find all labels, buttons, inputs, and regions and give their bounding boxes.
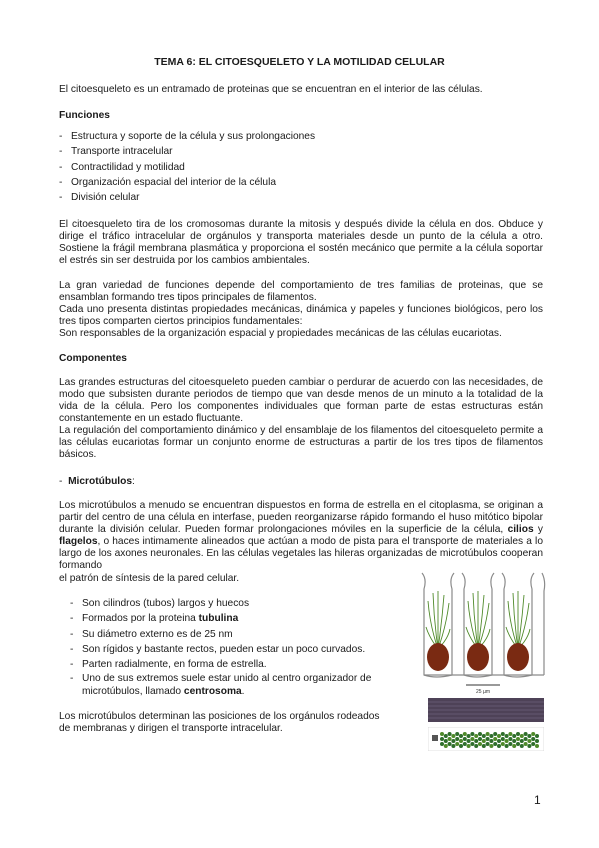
centrosoma-term: centrosoma xyxy=(183,686,242,698)
tubulin-bead xyxy=(524,737,528,741)
list-item: - División celular xyxy=(59,190,315,205)
tubulin-bead xyxy=(505,744,509,748)
tubulin-bead xyxy=(467,739,471,743)
tubulin-bead xyxy=(535,744,539,748)
tubulin-bead xyxy=(489,739,493,743)
tubulin-bead xyxy=(444,734,448,738)
tubulin-bead xyxy=(508,742,512,746)
microtubulos-paragraph-c: el patrón de síntesis de la pared celular. xyxy=(59,573,240,584)
tubulin-bead xyxy=(505,739,509,743)
funciones-paragraph-2a: La gran variedad de funciones depende del comportamiento de tres familias de proteinas, que se ensamblan formando tres tipos principales de filamentos. xyxy=(59,280,543,303)
funciones-paragraph-1: El citoesqueleto tira de los cromosomas durante la mitosis y después divide la célula en dos. Obduce y dirige el tráfico intracelular de orgánulos y transporta materiales desde un punto de la célula a otro. Sostiene la frágil membrana plasmática y proporciona el sostén mecánico que permite a la célula soportar el estrés sin ser destruida por los cambios ambientales. xyxy=(59,219,543,266)
tubulin-bead xyxy=(531,742,535,746)
tubulin-bead xyxy=(524,742,528,746)
componentes-heading: Componentes xyxy=(59,353,127,364)
microtubule-model xyxy=(428,727,544,751)
tubulin-bead xyxy=(440,732,444,736)
list-item: - Organización espacial del interior de la célula xyxy=(59,175,315,190)
tubulin-bead xyxy=(459,734,463,738)
list-item: - Contractilidad y motilidad xyxy=(59,160,315,175)
cilios-term: cilios xyxy=(507,524,534,535)
tubulin-bead xyxy=(535,739,539,743)
list-item: - Son cilindros (tubos) largos y huecos xyxy=(70,596,371,611)
tubulin-bead xyxy=(516,742,520,746)
funciones-paragraph-2c: Son responsables de la organización espacial y propiedades mecánicas de las células eucariotas. xyxy=(59,328,502,339)
page-title: TEMA 6: EL CITOESQUELETO Y LA MOTILIDAD CELULAR xyxy=(154,56,445,68)
tubulin-bead xyxy=(451,744,455,748)
tubulin-bead xyxy=(482,734,486,738)
list-item: - Uno de sus extremos suele estar unido al centro organizador de microtúbulos, llamado centrosoma. xyxy=(70,672,371,698)
funciones-paragraph-2b: Cada uno presenta distintas propiedades mecánicas, dinámica y papeles y funciones biológicos, pero los tres tipos comparten ciertos principios fundamentales: xyxy=(59,304,543,327)
tubulin-bead xyxy=(486,742,490,746)
tubulin-bead xyxy=(497,734,501,738)
microtubule-micrograph xyxy=(428,698,544,722)
tubulin-bead xyxy=(501,737,505,741)
tubulin-bead xyxy=(489,734,493,738)
microtubulos-paragraph-a: Los microtúbulos a menudo se encuentran dispuestos en forma de estrella en el citoplasma, se originan a partir del centro de una célula en interfase, pueden reorganizarse rápido formando el huso mitótico bipolar durante la división celular. Pueden formar prolongaciones móviles en la superficie de la célula, xyxy=(59,500,543,535)
componentes-paragraph-1: Las grandes estructuras del citoesqueleto pueden cambiar o perdurar de acuerdo con las necesidades, de modo que subsisten durante periodos de tiempo que van desde menos de un minuto a la totalidad de la vida de la célula. Pero los componentes individuales que forman parte de estas estructuras están constantemente en un estado fluctuante. xyxy=(59,377,543,424)
tubulin-bead xyxy=(535,734,539,738)
tubulin-bead xyxy=(493,732,497,736)
funciones-list xyxy=(59,129,315,205)
tubulin-bead xyxy=(455,742,459,746)
tubulin-bead xyxy=(493,737,497,741)
tubulin-bead xyxy=(440,737,444,741)
tubulin-bead xyxy=(493,742,497,746)
tubulin-bead xyxy=(512,734,516,738)
tubulin-bead xyxy=(527,734,531,738)
funciones-heading: Funciones xyxy=(59,110,110,121)
tubulin-bead xyxy=(524,732,528,736)
flagelos-term: flagelos xyxy=(59,536,98,547)
tubulin-bead xyxy=(520,739,524,743)
microtubulos-heading: Microtúbulos xyxy=(68,476,133,487)
tubulin-bead xyxy=(505,734,509,738)
tubulin-bead xyxy=(470,732,474,736)
list-item: - Transporte intracelular xyxy=(59,144,315,159)
tubulin-bead xyxy=(531,737,535,741)
microtubulos-closing-1: Los microtúbulos determinan las posiciones de los orgánulos rodeados xyxy=(59,711,380,722)
microtubulos-paragraph xyxy=(59,500,543,572)
microtubulos-closing-2: de membranas y dirigen el transporte intracelular. xyxy=(59,723,283,734)
tubulin-bead xyxy=(482,739,486,743)
list-item: - Parten radialmente, en forma de estrella. xyxy=(70,657,371,672)
list-item: - Su diámetro externo es de 25 nm xyxy=(70,627,371,642)
tubulin-bead xyxy=(470,737,474,741)
tubulin-bead xyxy=(489,744,493,748)
tubulin-bead xyxy=(508,737,512,741)
tubulin-bead xyxy=(448,737,452,741)
tubulin-bead xyxy=(474,734,478,738)
tubulin-bead xyxy=(516,737,520,741)
heading-colon: : xyxy=(132,476,135,487)
tubulin-bead xyxy=(444,739,448,743)
tubulina-term: tubulina xyxy=(198,613,239,625)
tubulin-bead xyxy=(527,739,531,743)
tubulin-bead xyxy=(459,744,463,748)
tubulin-bead xyxy=(501,732,505,736)
tubulin-bead xyxy=(531,732,535,736)
tubulin-bead xyxy=(459,739,463,743)
tubulin-bead xyxy=(512,739,516,743)
conjunction: y xyxy=(533,524,543,535)
dash-marker: - xyxy=(59,476,69,487)
tubulin-bead xyxy=(497,739,501,743)
tubulin-bead xyxy=(520,744,524,748)
tubulin-bead xyxy=(474,744,478,748)
tubulin-bead xyxy=(463,732,467,736)
page-number: 1 xyxy=(534,793,541,807)
tubulin-bead xyxy=(448,742,452,746)
tubulin-bead xyxy=(451,734,455,738)
tubulin-bead xyxy=(527,744,531,748)
tubulin-bead xyxy=(478,742,482,746)
tubulin-bead xyxy=(474,739,478,743)
componentes-paragraph-2: La regulación del comportamiento dinámico y del ensamblaje de los filamentos del citoesqueleto permite a las células eucariotas formar un conjunto enorme de estructuras a partir de los tres tipos de filamentos básicos. xyxy=(59,425,543,460)
scale-bar-label: 25 µm xyxy=(476,689,490,695)
tubulin-bead xyxy=(467,744,471,748)
tubulin-bead xyxy=(448,732,452,736)
tubulin-bead xyxy=(463,737,467,741)
tubulin-bead xyxy=(470,742,474,746)
tubulin-bead xyxy=(463,742,467,746)
list-item: - Son rígidos y bastante rectos, pueden estar un poco curvados. xyxy=(70,642,371,657)
tubulin-bead xyxy=(508,732,512,736)
tubulin-bead xyxy=(451,739,455,743)
tubulin-bead xyxy=(467,734,471,738)
tubulin-bead xyxy=(478,737,482,741)
tubulin-bead xyxy=(520,734,524,738)
tubulin-bead xyxy=(486,732,490,736)
intro-paragraph: El citoesqueleto es un entramado de proteinas que se encuentran en el interior de las células. xyxy=(59,84,483,95)
tubulin-bead xyxy=(444,744,448,748)
list-item: - Estructura y soporte de la célula y sus prolongaciones xyxy=(59,129,315,144)
microtubulos-heading-row xyxy=(59,476,135,488)
epithelial-cells-figure xyxy=(418,571,548,696)
tubulin-bead xyxy=(455,737,459,741)
tubulin-bead xyxy=(512,744,516,748)
microtubulos-list xyxy=(70,596,371,698)
list-item: - Formados por la proteina tubulina xyxy=(70,611,371,626)
tubulin-bead xyxy=(486,737,490,741)
tubulin-bead xyxy=(482,744,486,748)
tubulin-bead xyxy=(455,732,459,736)
tubulin-bead xyxy=(440,742,444,746)
tubulin-bead xyxy=(497,744,501,748)
microtubulos-paragraph-b: , o haces intimamente alineados que actúan a modo de pista para el transporte de materiales a lo largo de los axones neuronales. En las células vegetales las hileras organizadas de microtúbulos cooperan formando xyxy=(59,536,543,571)
tubulin-bead xyxy=(501,742,505,746)
tubulin-bead xyxy=(516,732,520,736)
tubulin-bead xyxy=(478,732,482,736)
